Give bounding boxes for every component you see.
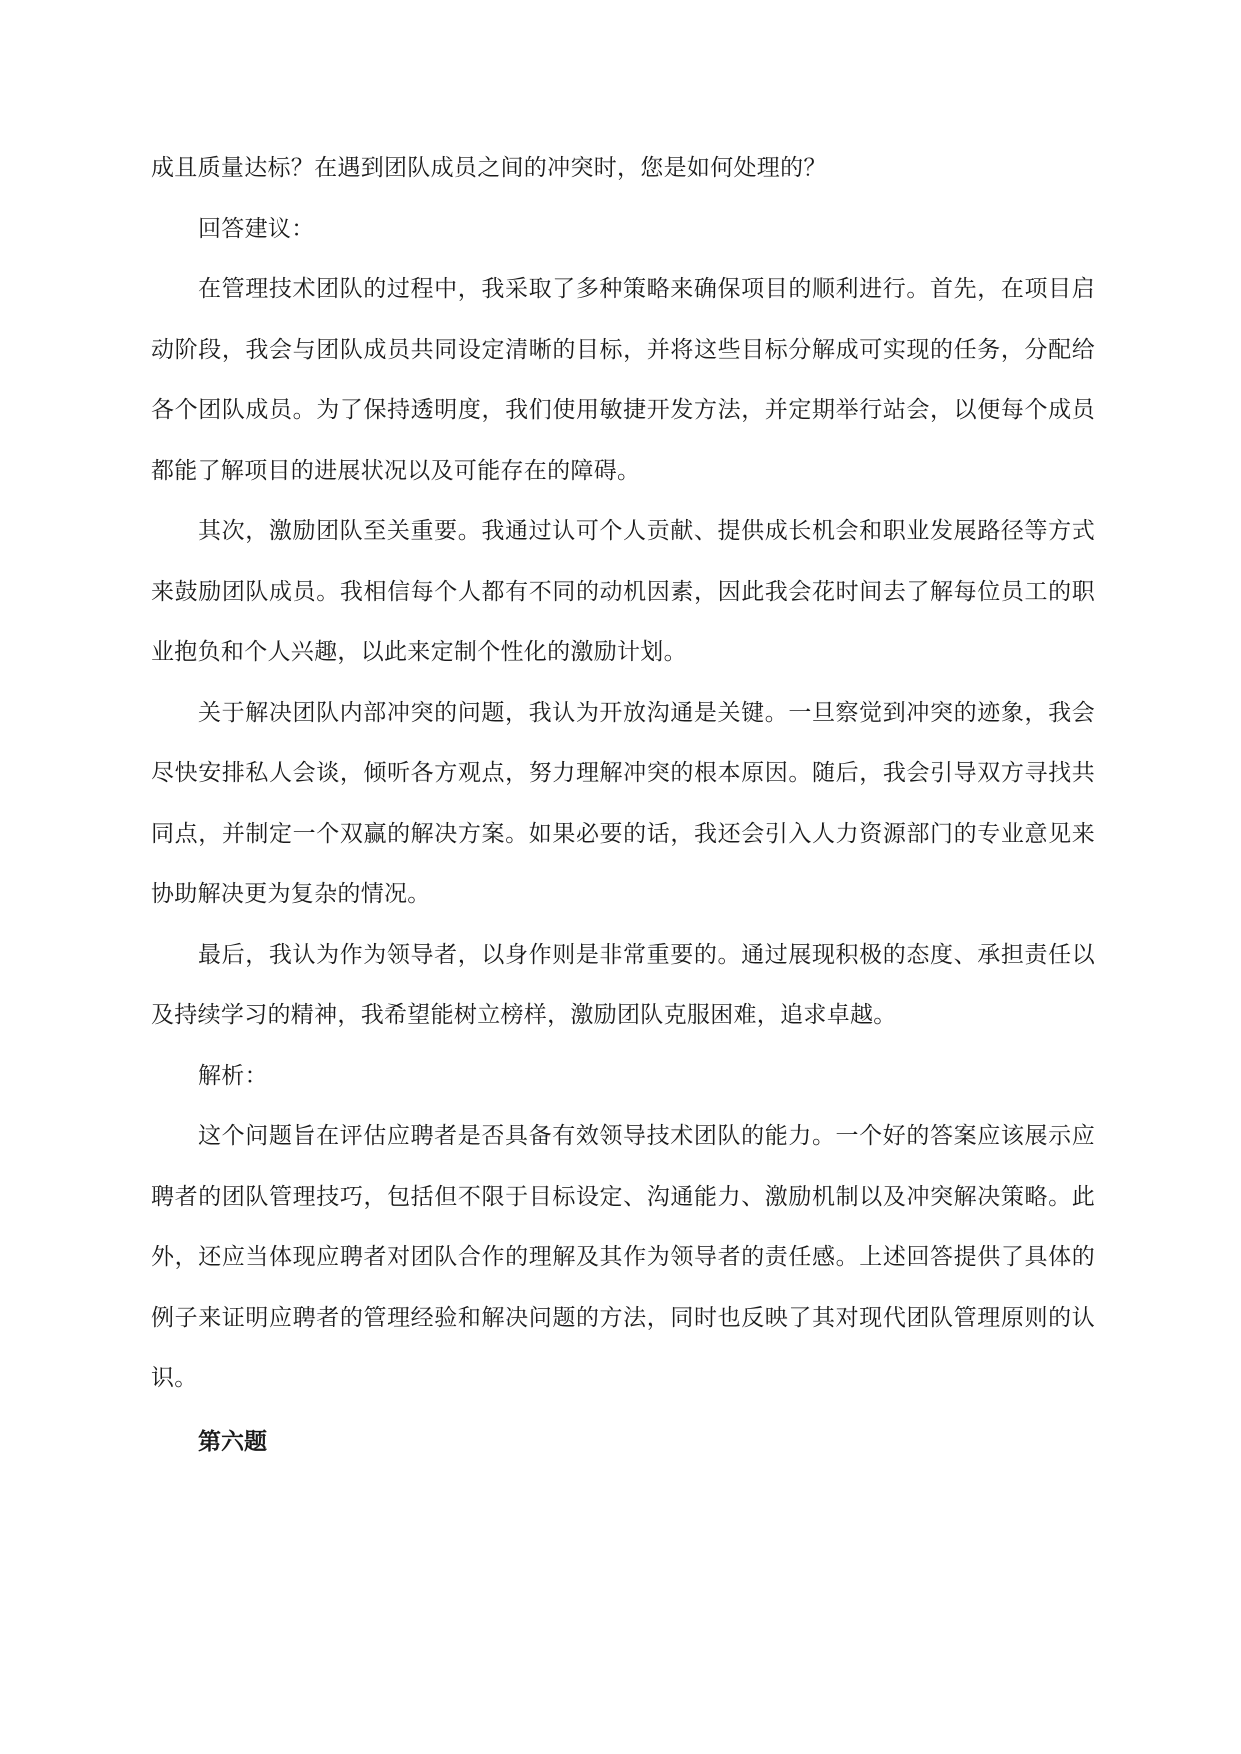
- answer-paragraph-4: 最后，我认为作为领导者，以身作则是非常重要的。通过展现积极的态度、承担责任以及持续学习的精神，我希望能树立榜样，激励团队克服困难，追求卓越。: [151, 941, 1095, 1028]
- analysis-paragraph: 这个问题旨在评估应聘者是否具备有效领导技术团队的能力。一个好的答案应该展示应聘者的团队管理技巧，包括但不限于目标设定、沟通能力、激励机制以及冲突解决策略。此外，还应当体现应聘者对团队合作的理解及其作为领导者的责任感。上述回答提供了具体的例子来证明应聘者的管理经验和解决问题的方法，同时也反映了其对现代团队管理原则的认识。: [151, 1123, 1095, 1391]
- section-heading: 第六题: [198, 1427, 267, 1455]
- question-continuation: 成且质量达标？在遇到团队成员之间的冲突时，您是如何处理的？: [151, 155, 827, 181]
- answer-paragraph-1: 在管理技术团队的过程中，我采取了多种策略来确保项目的顺利进行。首先，在项目启动阶段，我会与团队成员共同设定清晰的目标，并将这些目标分解成可实现的任务，分配给各个团队成员。为了保持透明度，我们使用敏捷开发方法，并定期举行站会，以便每个成员都能了解项目的进展状况以及可能存在的障碍。: [151, 276, 1095, 484]
- answer-paragraph-2: 其次，激励团队至关重要。我通过认可个人贡献、提供成长机会和职业发展路径等方式来鼓励团队成员。我相信每个人都有不同的动机因素，因此我会花时间去了解每位员工的职业抱负和个人兴趣，以此来定制个性化的激励计划。: [151, 518, 1095, 665]
- answer-label: 回答建议：: [198, 215, 315, 242]
- document-page: [151, 138, 1095, 1472]
- answer-paragraph-3: 关于解决团队内部冲突的问题，我认为开放沟通是关键。一旦察觉到冲突的迹象，我会尽快安排私人会谈，倾听各方观点，努力理解冲突的根本原因。随后，我会引导双方寻找共同点，并制定一个双赢的解决方案。如果必要的话，我还会引入人力资源部门的专业意见来协助解决更为复杂的情况。: [151, 699, 1095, 907]
- analysis-label: 解析：: [198, 1062, 268, 1089]
